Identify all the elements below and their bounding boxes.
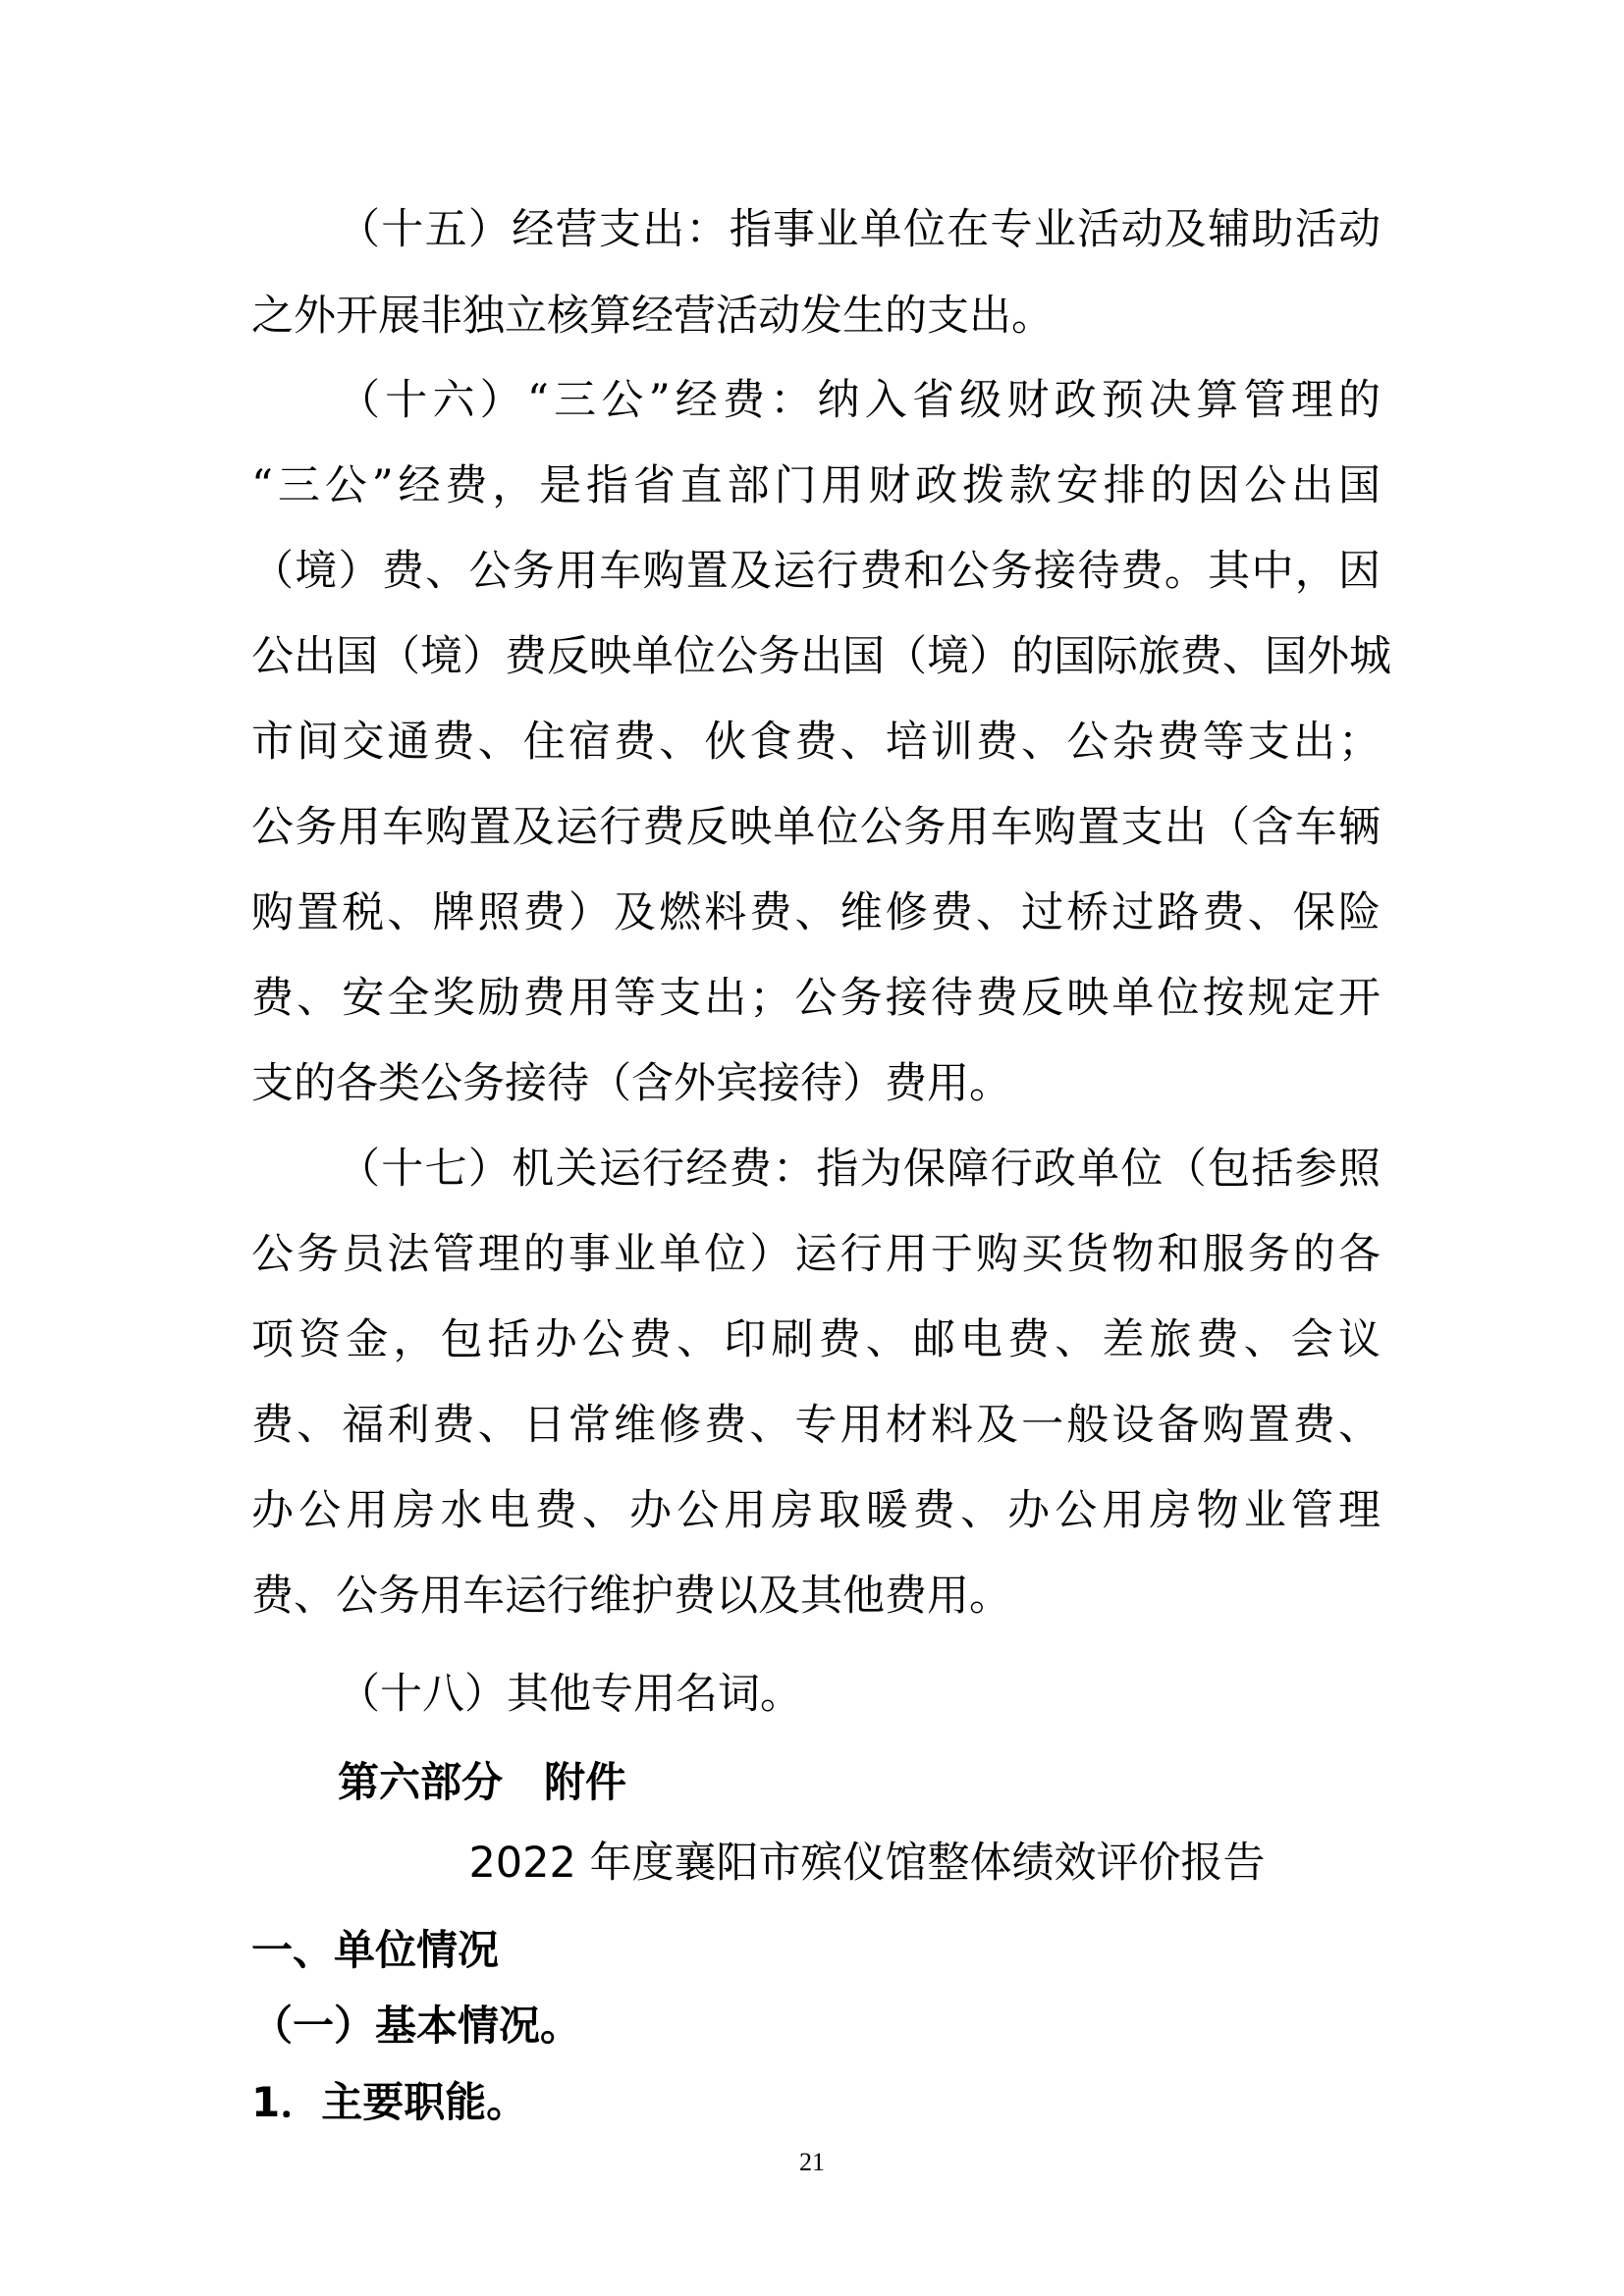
paragraph-17-line-3: 项资金，包括办公费、印刷费、邮电费、差旅费、会议 [251, 1315, 1380, 1364]
paragraph-16-line-7: 购置税、牌照费）及燃料费、维修费、过桥过路费、保险 [251, 888, 1380, 937]
paragraph-15-line-1: （十五）经营支出：指事业单位在专业活动及辅助活动 [338, 205, 1380, 254]
heading-main-functions: 1．主要职能。 [251, 2078, 528, 2126]
heading-basic-situation: （一）基本情况。 [251, 2002, 582, 2050]
paragraph-17-line-1: （十七）机关运行经费：指为保障行政单位（包括参照 [338, 1145, 1380, 1194]
paragraph-17-line-4: 费、福利费、日常维修费、专用材料及一般设备购置费、 [251, 1401, 1380, 1450]
paragraph-17-line-2: 公务员法管理的事业单位）运行用于购买货物和服务的各 [251, 1230, 1380, 1279]
paragraph-16-line-3: （境）费、公务用车购置及运行费和公务接待费。其中，因 [251, 547, 1380, 596]
paragraph-16-line-9: 支的各类公务接待（含外宾接待）费用。 [251, 1059, 1011, 1108]
page-number: 21 [799, 2148, 825, 2176]
paragraph-17-line-6: 费、公务用车运行维护费以及其他费用。 [251, 1572, 1011, 1621]
paragraph-16-line-8: 费、安全奖励费用等支出；公务接待费反映单位按规定开 [251, 974, 1380, 1023]
paragraph-16-line-5: 市间交通费、住宿费、伙食费、培训费、公杂费等支出； [251, 718, 1380, 767]
paragraph-15-line-2: 之外开展非独立核算经营活动发生的支出。 [251, 292, 1054, 341]
paragraph-16-line-4: 公出国（境）费反映单位公务出国（境）的国际旅费、国外城 [251, 632, 1391, 681]
paragraph-17-line-5: 办公用房水电费、办公用房取暖费、办公用房物业管理 [251, 1486, 1380, 1535]
part-six-heading: 第六部分 附件 [338, 1758, 627, 1806]
report-title-row [0, 1834, 1624, 1893]
paragraph-16-line-2: “三公”经费，是指省直部门用财政拨款安排的因公出国 [251, 461, 1380, 510]
heading-unit-situation: 一、单位情况 [251, 1926, 500, 1974]
report-title: 2022 年度襄阳市殡仪馆整体绩效评价报告 [468, 1839, 1266, 1888]
paragraph-16-line-6: 公务用车购置及运行费反映单位公务用车购置支出（含车辆 [251, 803, 1380, 852]
paragraph-18: （十八）其他专用名词。 [338, 1670, 802, 1719]
paragraph-16-line-1: （十六）“三公”经费：纳入省级财政预决算管理的 [338, 376, 1380, 425]
